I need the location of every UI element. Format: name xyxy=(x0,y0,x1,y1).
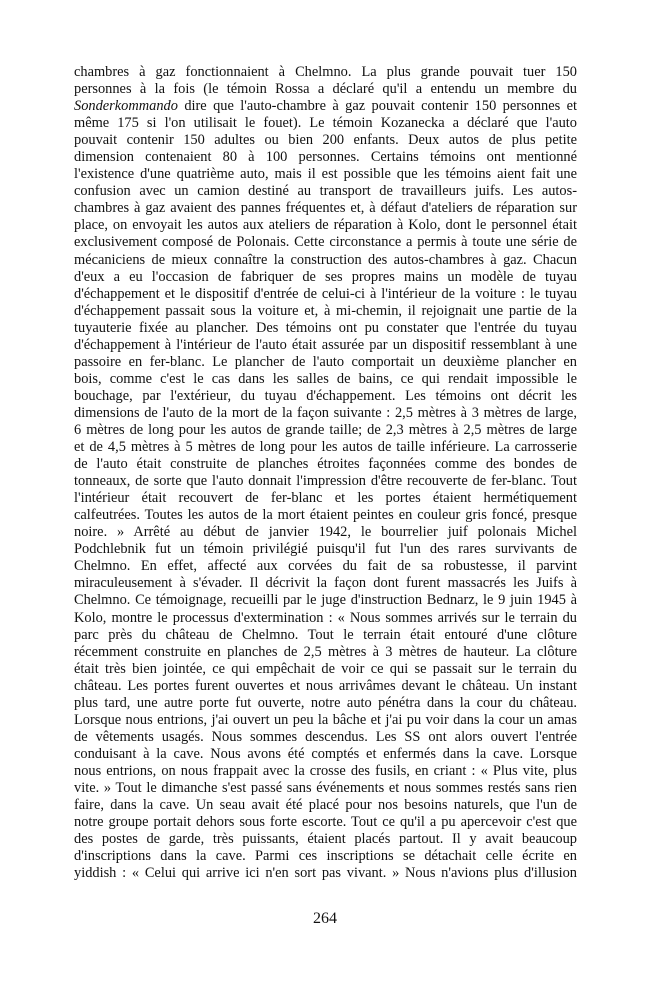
text-line: Podchlebnik fut un témoin privilégié puisqu'il fut l'un des rares survivants de xyxy=(74,541,577,558)
text-line: Chelmno. En effet, affecté aux corvées du fait de sa robustesse, il parvint xyxy=(74,558,577,575)
text-line: plus tard, une autre porte fut ouverte, notre auto pénétra dans la cour du château. xyxy=(74,694,577,711)
text-line: noire. » Arrêté au début de janvier 1942, le bourrelier juif polonais Michel xyxy=(74,524,577,541)
text-line: conduisant à la cave. Nous avons été comptés et enfermés dans la cave. Lorsque xyxy=(74,745,577,762)
text-line: vite. » Tout le dimanche s'est passé sans événements et nous sommes restés sans rien xyxy=(74,779,577,796)
text-line: d'échappement et le dispositif d'entrée de celui-ci à l'intérieur de la voiture : le tuyau xyxy=(74,285,577,302)
text-line: miraculeusement à s'évader. Il décrivit la façon dont furent massacrés les Juifs à xyxy=(74,575,577,592)
text-line: des postes de garde, très puissants, étaient placés partout. Il y avait beaucoup xyxy=(74,831,577,848)
text-line: d'échappement passait sous la voiture et, à mi-chemin, il rejoignait une partie de la xyxy=(74,302,577,319)
text-line: de vêtements usagés. Nous sommes descendus. Les SS ont alors ouvert l'entrée xyxy=(74,728,577,745)
text-line: bouchage, par l'extérieur, du tuyau d'échappement. Les témoins ont décrit les xyxy=(74,387,577,404)
body-text xyxy=(74,64,577,882)
italic-term: Sonderkommando xyxy=(74,98,178,115)
text-line: d'eux a eu l'occasion de fabriquer de ses propres mains un modèle de tuyau xyxy=(74,268,577,285)
text-line: château. Les portes furent ouvertes et nous arrivâmes devant le château. Un instant xyxy=(74,677,577,694)
text-line: place, on envoyait les autos aux ateliers de réparation à Kolo, dont le personnel était xyxy=(74,217,577,234)
text-line: exclusivement composé de Polonais. Cette circonstance a permis à toute une série de xyxy=(74,234,577,251)
text-line: confusion avec un camion destiné au transport de travailleurs juifs. Les autos- xyxy=(74,183,577,200)
text-line: était très bien jointée, ce qui empêchait de voir ce qui se passait sur le terrain du xyxy=(74,660,577,677)
text-line: et de 4,5 mètres à 5 mètres de long pour les autos de taille inférieure. La carrosserie xyxy=(74,439,577,456)
text-line: yiddish : « Celui qui arrive ici n'en sort pas vivant. » Nous n'avions plus d'illusion xyxy=(74,865,577,882)
text-line: l'intérieur était recouvert de fer-blanc et les portes étaient hermétiquement xyxy=(74,490,577,507)
text-line: de l'auto était construite de planches étroites façonnées comme des bondes de xyxy=(74,456,577,473)
text-line: bois, comme c'est le cas dans les salles de bains, ce qui rendait impossible le xyxy=(74,370,577,387)
text-line: mécaniciens de mieux connaître la construction des autos-chambres à gaz. Chacun xyxy=(74,251,577,268)
text-line: tonneaux, de sorte que l'auto donnait l'impression d'être recouverte de fer-blanc. Tout xyxy=(74,473,577,490)
text-line: parc près du château de Chelmno. Tout le terrain était entouré d'une clôture xyxy=(74,626,577,643)
text-line: d'inscriptions dans la cave. Parmi ces inscriptions se détachait celle écrite en xyxy=(74,848,577,865)
text-line: Chelmno. Ce témoignage, recueilli par le juge d'instruction Bednarz, le 9 juin 1945 à xyxy=(74,592,577,609)
text-line: tuyauterie fixée au plancher. Des témoins ont pu constater que l'entrée du tuyau xyxy=(74,319,577,336)
text-line: faire, dans la cave. Un seau avait été placé pour nos besoins naturels, que l'un de xyxy=(74,797,577,814)
text-line: calfeutrées. Toutes les autos de la mort étaient peintes en couleur gris foncé, presque xyxy=(74,507,577,524)
text-line: 6 mètres de long pour les autos de grande taille; de 2,3 mètres à 2,5 mètres de large xyxy=(74,421,577,438)
text-line: pouvait contenir 150 adultes ou bien 200 enfants. Deux autos de plus petite xyxy=(74,132,577,149)
text-line: notre groupe portait dehors sous forte escorte. Tout ce qu'il a pu apercevoir c'est que xyxy=(74,814,577,831)
page-number: 264 xyxy=(313,910,337,927)
text-line: même 175 si l'on utilisait le fouet). Le témoin Kozanecka a déclaré que l'auto xyxy=(74,115,577,132)
text-line-rest: dire que l'auto-chambre à gaz pouvait contenir 150 personnes et xyxy=(177,98,577,115)
text-line: chambres à gaz avaient des pannes fréquentes et, à défaut d'ateliers de réparation sur xyxy=(74,200,577,217)
text-line: chambres à gaz fonctionnaient à Chelmno. La plus grande pouvait tuer 150 xyxy=(74,64,577,80)
text-line: dimensions de l'auto de la mort de la façon suivante : 2,5 mètres à 3 mètres de large, xyxy=(74,404,577,421)
text-line: d'échappement à l'intérieur de l'auto était assurée par un dispositif ressemblant à une xyxy=(74,336,577,353)
text-line: l'existence d'une quatrième auto, mais il est possible que les témoins aient fait une xyxy=(74,166,577,183)
text-line: Kolo, montre le processus d'extermination : « Nous sommes arrivés sur le terrain du xyxy=(74,609,577,626)
text-line: nous entrions, on nous frappait avec la crosse des fusils, en criant : « Plus vite, plus xyxy=(74,762,577,779)
text-line xyxy=(74,98,577,115)
text-line: récemment construite en planches de 2,5 mètres à 3 mètres de hauteur. La clôture xyxy=(74,643,577,660)
text-line: personnes à la fois (le témoin Rossa a déclaré qu'il a entendu un membre du xyxy=(74,81,577,98)
text-line: Lorsque nous entrions, j'ai ouvert un peu la bâche et j'ai pu voir dans la cour un amas xyxy=(74,711,577,728)
text-line: passoire en fer-blanc. Le plancher de l'auto comportait un deuxième plancher en xyxy=(74,353,577,370)
text-line: dimension contenaient 80 à 100 personnes. Certains témoins ont mentionné xyxy=(74,149,577,166)
